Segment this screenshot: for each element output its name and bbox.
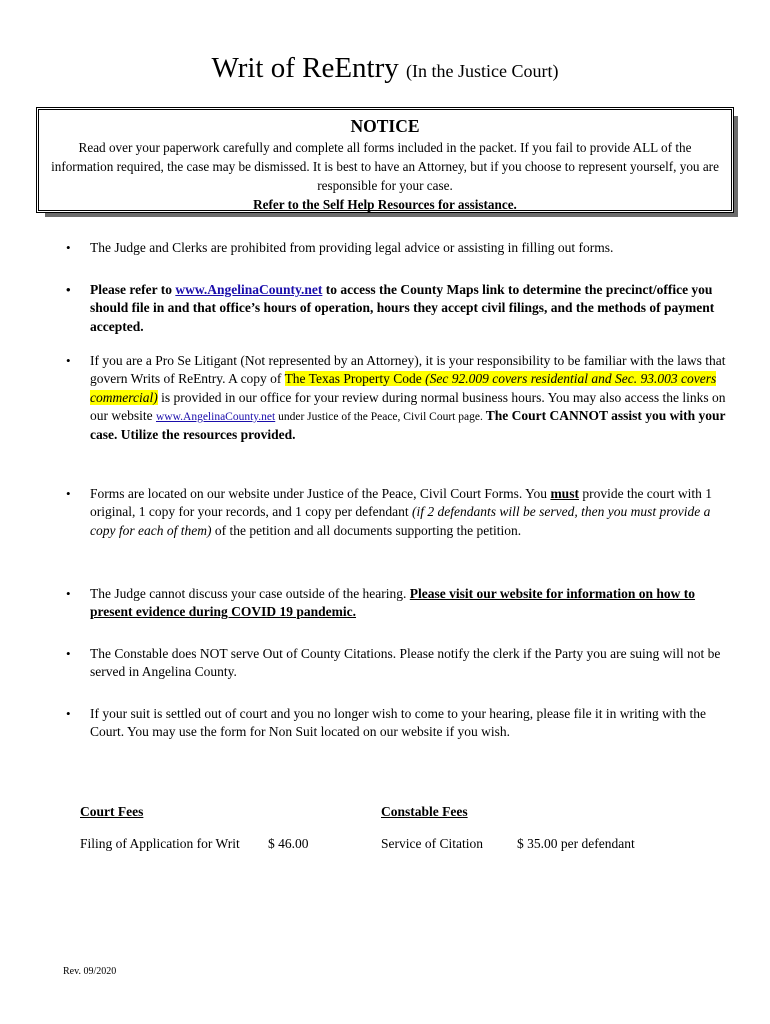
constable-fee-amount: $ 35.00 per defendant xyxy=(517,836,635,851)
bullet-icon: • xyxy=(66,486,71,501)
bullet-item-pro-se xyxy=(66,352,730,444)
must-emphasis: must xyxy=(550,486,579,501)
bullet-text: The Judge and Clerks are prohibited from providing legal advice or assisting in filling out forms. xyxy=(90,240,614,255)
notice-shadow-right xyxy=(734,116,738,217)
bullet-icon: • xyxy=(66,240,71,255)
bullet-icon: • xyxy=(66,706,71,721)
bullet-icon: • xyxy=(66,353,71,368)
covid-evidence-notice: Please visit our website for information on how to present evidence during COVID 19 pandemic. xyxy=(90,586,696,620)
notice-heading: NOTICE xyxy=(350,116,420,136)
constable-fees-heading: Constable Fees xyxy=(381,804,468,819)
notice-box xyxy=(36,107,734,213)
bullet-text: to access the County Maps link to determine the precinct/office you should file in and that office’s hours of operation, hours they accept civil filings, and the methods of payment accepted. xyxy=(90,282,715,334)
constable-fee-item: Service of Citation xyxy=(381,836,483,851)
bullet-text: of the petition and all documents supporting the petition. xyxy=(211,522,522,538)
title-main: Writ of ReEntry xyxy=(211,52,399,84)
bullet-text: under Justice of the Peace, Civil Court page. xyxy=(275,410,486,423)
county-website-link[interactable]: www.AngelinaCounty.net xyxy=(175,282,323,297)
bullet-item-hearing xyxy=(66,585,730,622)
revision-date: Rev. 09/2020 xyxy=(63,966,117,977)
court-fee-amount: $ 46.00 xyxy=(268,836,309,851)
bullet-item-settled xyxy=(66,705,730,742)
bullet-icon: • xyxy=(66,586,71,601)
bullet-text: If your suit is settled out of court and you no longer wish to come to your hearing, please file it in writing with the Court. You may use the form for Non Suit located on our website if you wish. xyxy=(90,706,707,740)
bullet-text: If you are a Pro Se Litigant (Not represented by an Attorney), it is your responsibility to be familiar with the laws that govern Writs of ReEntry. A copy of xyxy=(90,353,726,387)
property-code-highlight: The Texas Property Code xyxy=(284,371,426,387)
bullet-text: is provided in our office for your review during normal business hours. You may also access the links on our website xyxy=(90,389,726,423)
bullet-icon: • xyxy=(66,282,71,297)
notice-body: Read over your paperwork carefully and complete all forms included in the packet. If you fail to provide ALL of the information required, the case may be dismissed. It is best to have an Attorney, but if you choose to represent yourself, you are responsible for your case. xyxy=(51,140,719,193)
court-fees-heading: Court Fees xyxy=(80,804,144,819)
bullet-item-county-maps xyxy=(66,281,730,336)
court-cannot-assist-text: The Court CANNOT assist you with your case. Utilize the resources provided. xyxy=(90,407,726,443)
bullet-text: The Constable does NOT serve Out of County Citations. Please notify the clerk if the Party you are suing will not be served in Angelina County. xyxy=(90,646,721,680)
page-title xyxy=(0,48,770,91)
notice-content xyxy=(39,110,731,210)
county-website-link[interactable]: www.AngelinaCounty.net xyxy=(155,410,276,423)
court-fee-item: Filing of Application for Writ xyxy=(80,836,240,851)
bullet-item-constable xyxy=(66,645,730,682)
bullet-item-forms xyxy=(66,485,730,540)
title-sub: (In the Justice Court) xyxy=(406,61,559,81)
notice-footer: Refer to the Self Help Resources for assistance. xyxy=(253,197,517,212)
defendants-note: (if 2 defendants will be served, then you must provide a copy for each of them) xyxy=(90,504,711,538)
property-code-sections-highlight: (Sec 92.009 covers residential and Sec. 93.003 covers commercial) xyxy=(90,371,717,405)
bullet-icon: • xyxy=(66,646,71,661)
bullet-text: provide the court with 1 original, 1 copy for your records, and 1 copy per defendant xyxy=(90,486,713,520)
bullet-text: Forms are located on our website under Justice of the Peace, Civil Court Forms. You xyxy=(90,486,551,501)
bullet-text: The Judge cannot discuss your case outside of the hearing. xyxy=(90,586,410,601)
bullet-text: Please refer to xyxy=(90,282,176,297)
bullet-item-legal-advice xyxy=(66,239,730,257)
